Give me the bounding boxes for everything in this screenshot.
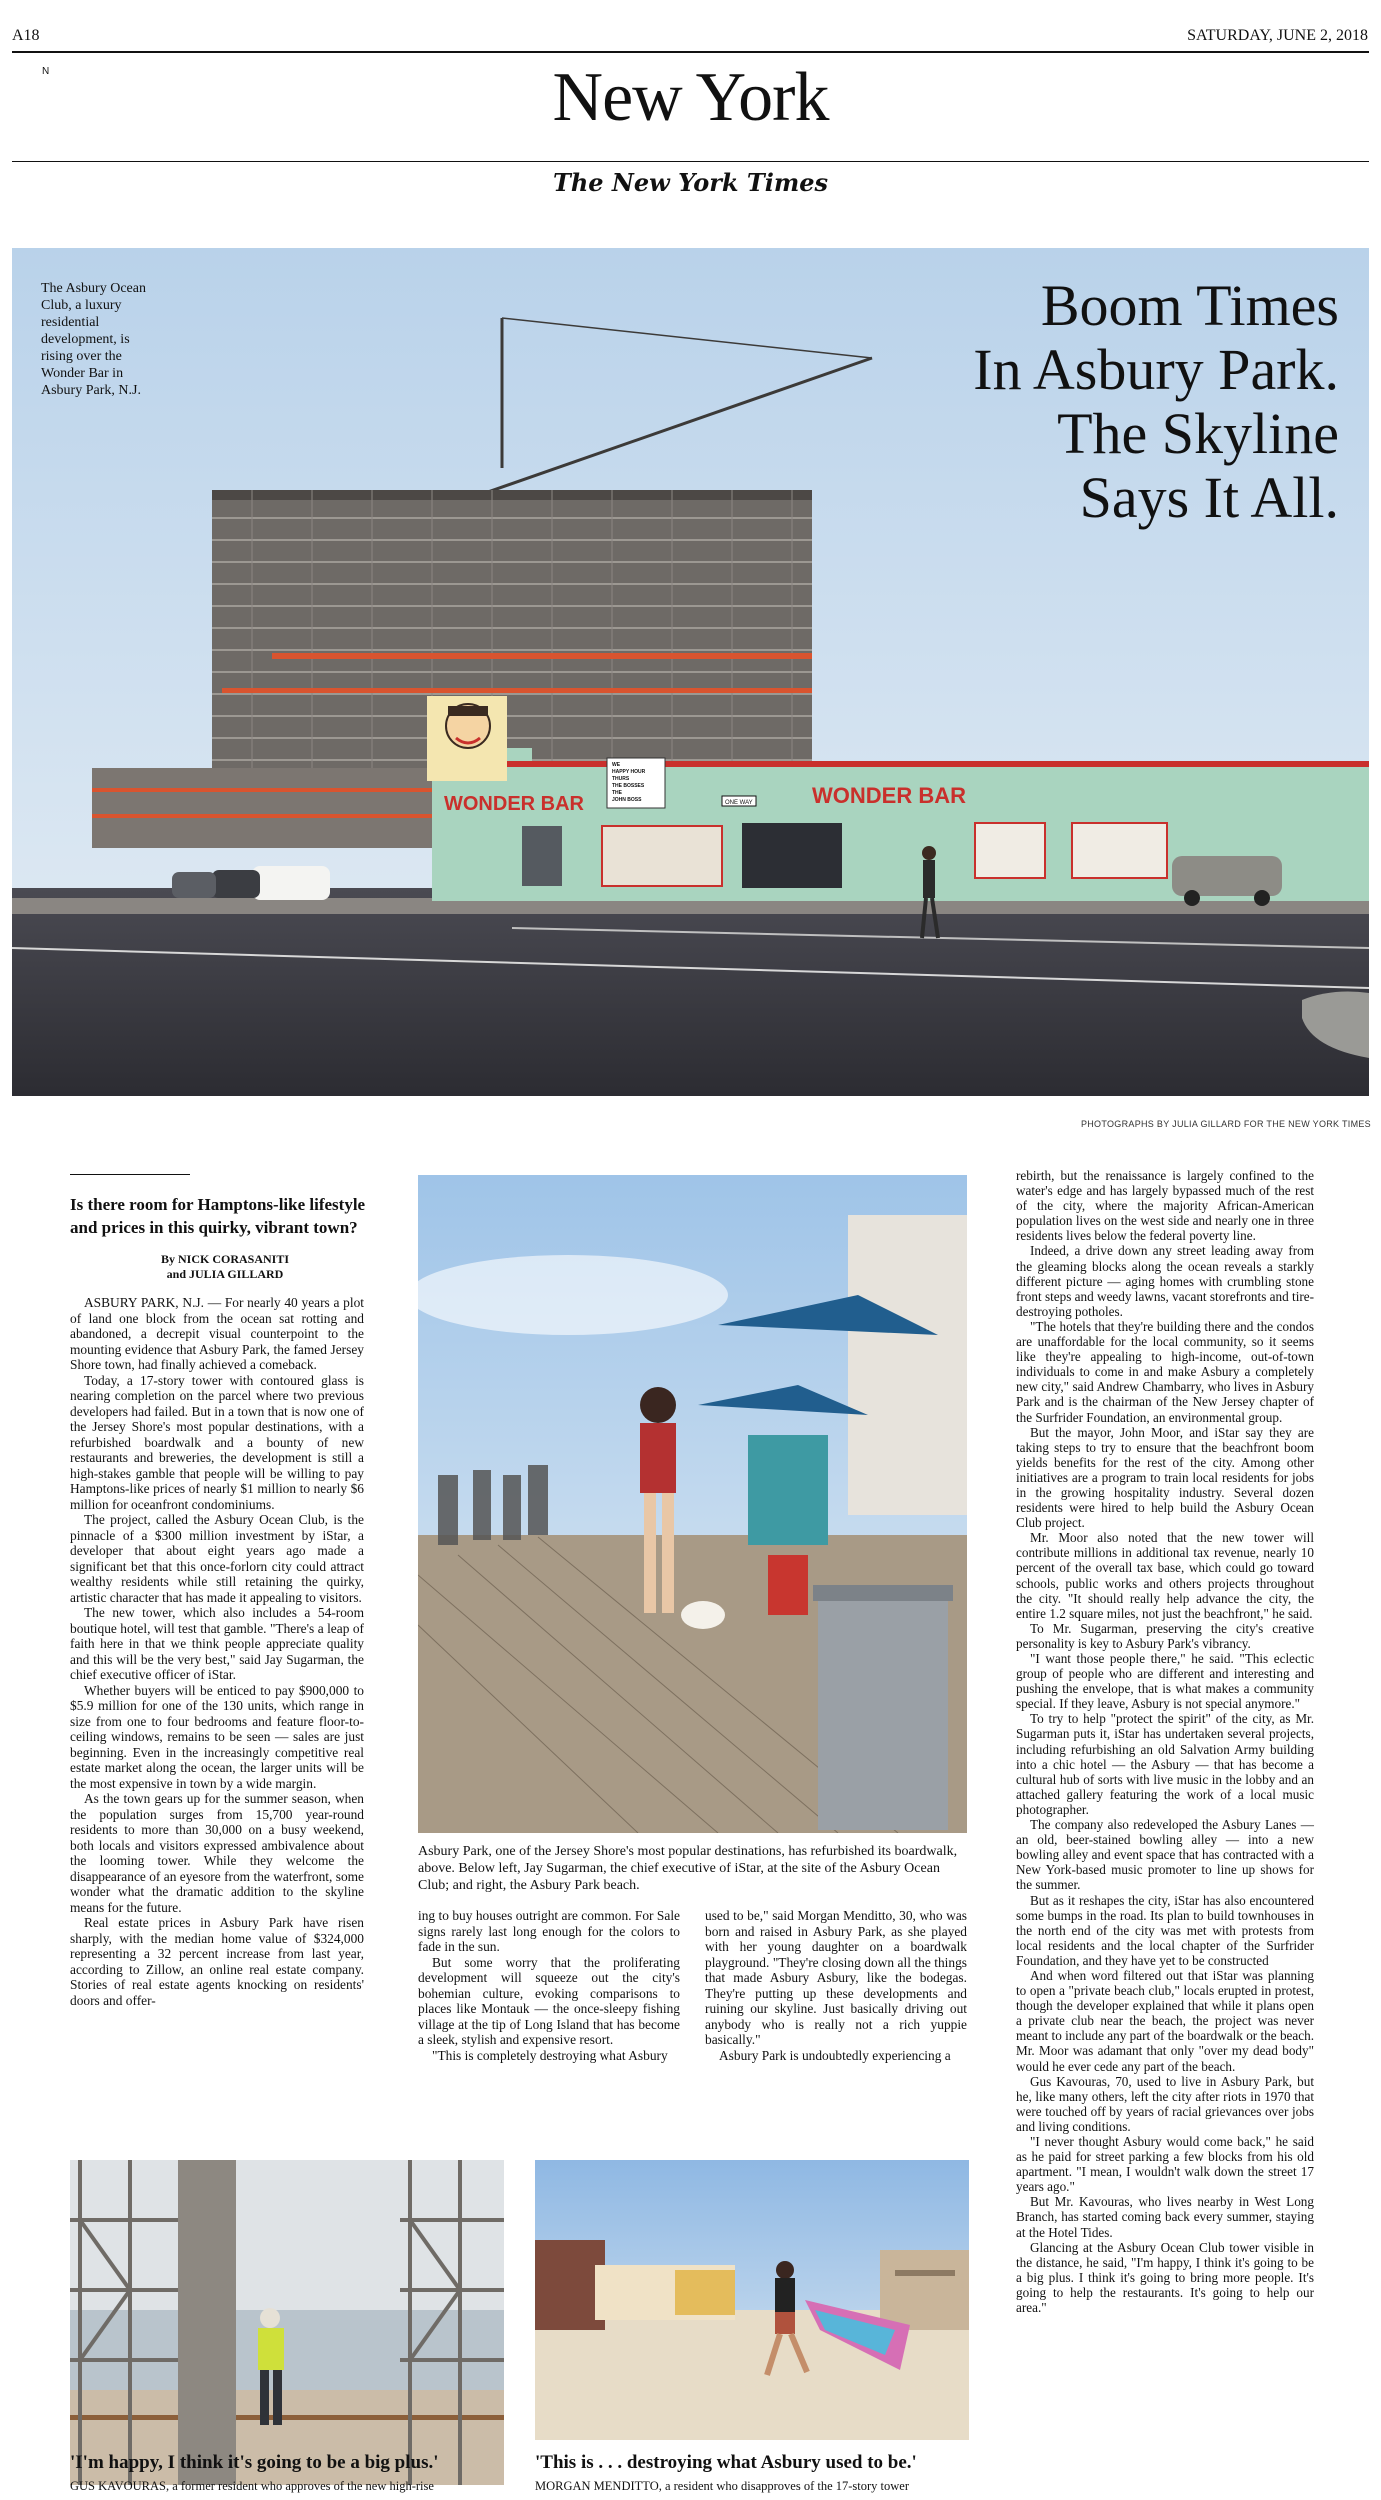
paragraph: Today, a 17-story tower with contoured glass is nearing completion on the parcel where two previous developers had failed. But in a town that is now one of the Jersey Shore's most popular destinations, with a refurbished boardwalk and a bounty of new restaurants and breweries, the development is still a high-stakes gamble that people will be willing to pay Hamptons-like prices of nearly $1 million to nearly $6 million for oceanfront condominiums. — [70, 1372, 364, 1512]
kavouras-attribution: GUS KAVOURAS, a former resident who approves of the new high-rise — [70, 2479, 434, 2493]
paragraph: Gus Kavouras, 70, used to live in Asbury Park, but he, like many others, left the city after riots in 1970 that were touched off by years of racial grievances over jobs and living conditions. — [1016, 2073, 1314, 2134]
sugarman-photo — [70, 2160, 504, 2485]
headline-line: The Skyline — [1057, 401, 1339, 466]
paragraph: The new tower, which also includes a 54-room boutique hotel, will test that gamble. "There's a leap of faith here in that we think people appreciate quality and this will be the very best," said Jay Sugarman, the chief executive officer of iStar. — [70, 1605, 364, 1682]
article-column-1 — [70, 1295, 364, 2008]
headline-line: In Asbury Park. — [973, 337, 1339, 402]
paragraph: "I want those people there," he said. "This eclectic group of people who are different and interesting and pushing the envelope, that is what makes a community special. If they leave, Asbury is not special anymore." — [1016, 1651, 1314, 1712]
article-column-2 — [418, 1908, 680, 2063]
marquee-line: THE — [612, 790, 622, 796]
paragraph: To Mr. Sugarman, preserving the city's creative personality is key to Asbury Park's vibrancy. — [1016, 1620, 1314, 1651]
paragraph: But Mr. Kavouras, who lives nearby in West Long Branch, has started coming back every summer, staying at the Hotel Tides. — [1016, 2194, 1314, 2240]
headline-line: Boom Times — [1040, 273, 1339, 338]
paragraph: "The hotels that they're building there and the condos are unaffordable for the local community, so it seems like they're appealing to high-income, out-of-town individuals to come in and make Asbury a completely new city," said Andrew Chambarry, who lives in Asbury Park and is the chairman of the New Jersey chapter of the Surfrider Foundation, an environmental group. — [1016, 1318, 1314, 1425]
paragraph: But the mayor, John Moor, and iStar say they are taking steps to try to ensure that the beachfront boom yields benefits for the rest of the city. Among other initiatives are a program to train local residents for jobs in the growing hospitality industry. Several dozen residents were hired to help build the Asbury Ocean Club project. — [1016, 1424, 1314, 1531]
paragraph: But as it reshapes the city, iStar has also encountered some bumps in the road. Its plan to build townhouses in the north end of the city was met with protests from local residents and the local chapter of the Surfrider Foundation, and they have yet to be constructed — [1016, 1892, 1314, 1968]
section-rule — [12, 161, 1369, 162]
wonder-bar-sign-corner: WONDER BAR — [444, 793, 584, 815]
headline — [779, 274, 1339, 530]
byline — [70, 1252, 380, 1282]
byline-author: and JULIA GILLARD — [166, 1267, 284, 1281]
marquee-line: THURS — [612, 776, 630, 782]
paragraph: ing to buy houses outright are common. For Sale signs rarely last long enough for the colors to fade in the sun. — [418, 1908, 680, 1954]
top-rule — [12, 51, 1369, 53]
hero-photo-caption: The Asbury Ocean Club, a luxury residential development, is rising over the Wonder Bar in Asbury Park, N.J. — [41, 281, 146, 398]
marquee-line: JOHN BOSS — [612, 797, 642, 803]
paragraph: used to be," said Morgan Menditto, 30, who was born and raised in Asbury Park, as she played with her young daughter on a boardwalk playground. "They're closing down all the things that made Asbury Asbury, like the bodegas. They're putting up these developments and ruining our skyline. Just basically driving out anybody who is really not a rich yuppie basically." — [705, 1908, 967, 2047]
paragraph: Real estate prices in Asbury Park have risen sharply, with the median home value of $324,000 representing a 32 percent increase from last year, according to Zillow, an online real estate company. Stories of real estate agents knocking on residents' doors and offer- — [70, 1915, 364, 2008]
paragraph: Asbury Park is undoubtedly experiencing a — [719, 2047, 951, 2063]
article-column-3 — [705, 1908, 967, 2063]
section-title: New York — [552, 59, 829, 136]
page-number: A18 — [12, 27, 40, 44]
paragraph: Glancing at the Asbury Ocean Club tower visible in the distance, he said, "I'm happy, I think it's going to be a big plus. I think it's going to bring more people. It's going to help the restaurants. It's going to help our area." — [1016, 2239, 1314, 2316]
one-way-sign: ONE WAY — [725, 800, 753, 806]
paragraph: The company also redeveloped the Asbury Lanes — an old, beer-stained bowling alley — into a new bowling alley and event space that has contracted with a New York-based music promoter to line up shows for the summer. — [1016, 1817, 1314, 1893]
nyt-logo: The New York Times — [553, 168, 828, 197]
deck-rule — [70, 1174, 190, 1175]
marquee-line: THE BOSSES — [612, 783, 645, 789]
paragraph: But some worry that the proliferating development will squeeze out the city's bohemian culture, evoking comparisons to places like Montauk — the once-sleepy fishing village at the tip of Long Island that has become a sleek, stylish and expensive resort. — [418, 1954, 680, 2047]
paragraph: rebirth, but the renaissance is largely confined to the water's edge and has largely bypassed much of the rest of the city, where the majority African-American population lives on the west side and nearly one in three residents lives below the federal poverty line. — [1016, 1168, 1314, 1244]
kavouras-quote: 'I'm happy, I think it's going to be a big plus.' — [70, 2452, 439, 2473]
paragraph: Mr. Moor also noted that the new tower will contribute millions in additional tax revenue, nearly 10 percent of the overall tax base, which could go toward schools, public works and others projects throughout the city. "It should really help advance the city, the entire 1.2 square miles, not just the beachfront," he said. — [1016, 1530, 1314, 1621]
menditto-quote: 'This is . . . destroying what Asbury used to be.' — [535, 2452, 917, 2473]
paragraph: As the town gears up for the summer season, when the population surges from 15,700 year-round residents to more than 30,000 on a busy weekend, both locals and visitors expressed ambivalence about the looming tower. While they welcome the disappearance of an eyesore from the waterfront, some wonder what the dramatic addition to the skyline means for the future. — [70, 1791, 364, 1915]
paragraph: And when word filtered out that iStar was planning to open a "private beach club," locals erupted in protest, though the developer explained that while it plans open a private club near the beach, the project was never meant to include any part of the boardwalk or the beach. Mr. Moor was adamant that only "over my dead body" would he ever cede any part of the beach. — [1016, 1967, 1314, 2074]
marquee-line: WE — [612, 762, 621, 768]
issue-date: SATURDAY, JUNE 2, 2018 — [1187, 27, 1368, 44]
paragraph: ASBURY PARK, N.J. — For nearly 40 years a plot of land one block from the ocean sat rotting and abandoned, a decrepit visual counterpoint to the mounting evidence that Asbury Park, the famed Jersey Shore town, had finally achieved a comeback. — [70, 1295, 364, 1372]
paragraph: "This is completely destroying what Asbury — [432, 2047, 668, 2063]
paragraph: Indeed, a drive down any street leading away from the gleaming blocks along the ocean reveals a starkly different picture — aging homes with crumbling stone front steps and weedy lawns, vacant storefronts and tire-destroying potholes. — [1016, 1243, 1314, 1319]
deck: Is there room for Hamptons-like lifestyle and prices in this quirky, vibrant town? — [70, 1195, 366, 1237]
edition-marker: N — [42, 66, 50, 77]
article-column-4 — [1016, 1168, 1314, 2315]
photo-credit: PHOTOGRAPHS BY JULIA GILLARD FOR THE NEW YORK TIMES — [1080, 1119, 1371, 1129]
menditto-attribution: MORGAN MENDITTO, a resident who disapproves of the 17-story tower — [535, 2479, 910, 2493]
headline-line: Says It All. — [1079, 465, 1339, 530]
wonder-bar-sign-front: WONDER BAR — [812, 783, 966, 808]
paragraph: "I never thought Asbury would come back," he said as he paid for street parking a few blocks from his old apartment. "I mean, I wouldn't walk down the street 17 years ago." — [1016, 2134, 1314, 2195]
paragraph: Whether buyers will be enticed to pay $900,000 to $5.9 million for one of the 130 units, which range in size from one to four bedrooms and feature floor-to-ceiling windows, remains to be seen — sales are just beginning. Even in the increasingly competitive real estate market along the ocean, the larger units will be the most expensive in town by a wide margin. — [70, 1682, 364, 1791]
boardwalk-photo — [418, 1175, 967, 1833]
marquee-line: HAPPY HOUR — [612, 769, 646, 775]
paragraph: To try to help "protect the spirit" of the city, as Mr. Sugarman puts it, iStar has undertaken several projects, including refurbishing an old Salvation Army building into a chic hotel — the Asbury — that has become a cultural hub of sorts with live music in the lobby and an attached gallery featuring the work of a local music photographer. — [1016, 1711, 1314, 1817]
boardwalk-photo-caption: Asbury Park, one of the Jersey Shore's most popular destinations, has refurbished its boardwalk, above. Below left, Jay Sugarman, the chief executive of iStar, at the site of the Asbury Ocean Club; and right, the Asbury Park beach. — [418, 1844, 958, 1893]
byline-author: By NICK CORASANITI — [160, 1252, 290, 1266]
beach-photo — [535, 2160, 969, 2440]
paragraph: The project, called the Asbury Ocean Club, is the pinnacle of a $300 million investment by iStar, a developer that about eight years ago made a significant bet that this once-forlorn city could attract wealthy residents while still retaining the quirky, artistic character that has made it appealing to visitors. — [70, 1512, 364, 1605]
